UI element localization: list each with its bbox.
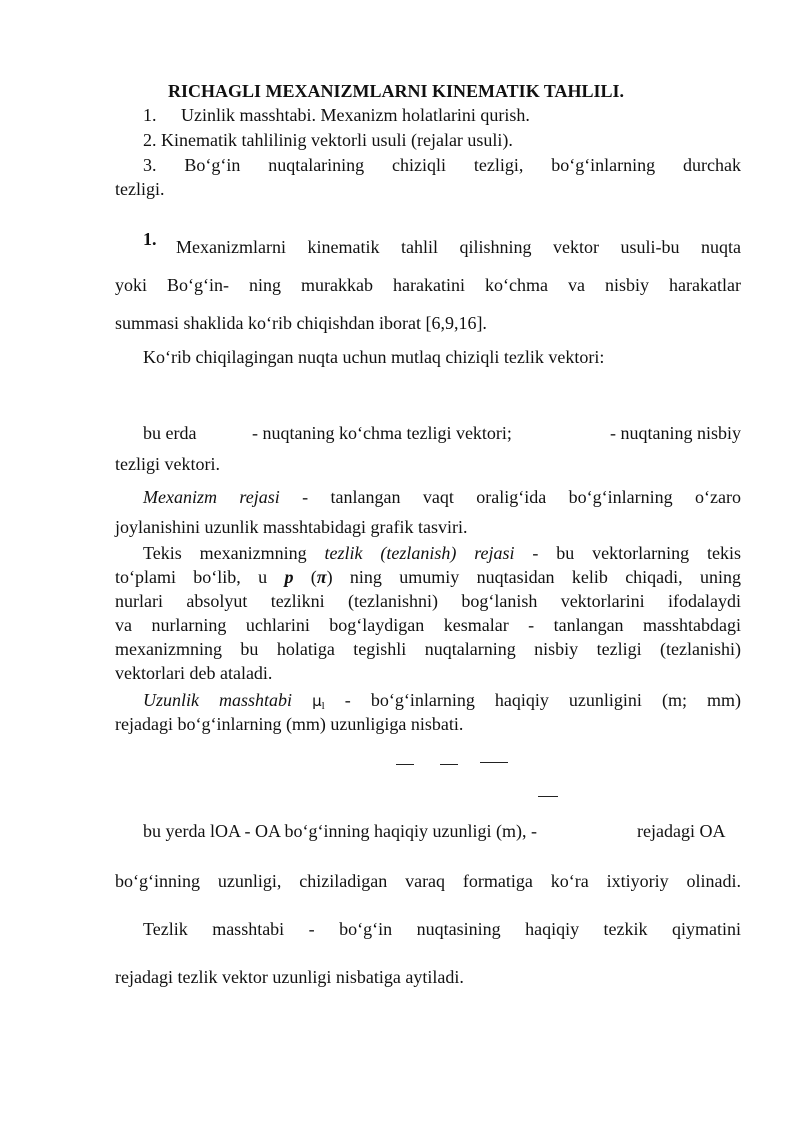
toc-item-1-number: 1. <box>143 105 157 125</box>
velocity-plan-line-2-b: ( <box>293 567 317 587</box>
plan-line-1-rest: - tanlangan vaqt oralig‘ida bo‘g‘inlarning o‘zaro <box>302 487 741 507</box>
toc-item-3-line-1: 3. Bo‘g‘in nuqtalarining chiziqli tezligi, bo‘g‘inlarning durchak <box>143 155 741 175</box>
pole-pi: π <box>316 567 327 587</box>
pole-p: p <box>284 567 294 587</box>
velocity-plan-line-2-a: to‘plami bo‘lib, u <box>115 567 285 587</box>
velocity-plan-line-3: nurlari absolyut tezlikni (tezlanishni) bog‘lanish vektorlarini ifodalaydi <box>115 591 741 611</box>
mu-subscript: l <box>321 700 325 712</box>
definitions-line-1-b: rejadagi OA <box>637 821 726 841</box>
definitions-line-1-a: bu yerda lOA - OA bo‘g‘inning haqiqiy uzunligi (m), - <box>143 821 537 841</box>
section1-line-2: yoki Bo‘g‘in- ning murakkab harakatini ko‘chma va nisbiy harakatlar <box>115 275 741 295</box>
toc-item-1: Uzinlik masshtabi. Mexanizm holatlarini qurish. <box>181 105 530 125</box>
velocity-plan-line-2-c: ) ning umumiy nuqtasidan kelib chiqadi, uning <box>326 567 741 587</box>
velocity-plan-term: tezlik (tezlanish) rejasi <box>324 543 515 563</box>
velocity-plan-line-1-pre: Tekis mexanizmning <box>143 543 325 563</box>
mu-symbol: μ <box>312 692 322 710</box>
velocity-plan-line-1 <box>143 542 741 564</box>
length-scale-line-2: rejadagi bo‘g‘inlarning (mm) uzunligiga nisbati. <box>115 714 464 734</box>
vectors-line-2: tezligi vektori. <box>115 454 220 474</box>
toc-item-2: 2. Kinematik tahlilinig vektorli usuli (rejalar usuli). <box>143 130 513 150</box>
velocity-plan-line-6: vektorlari deb ataladi. <box>115 663 273 683</box>
length-scale-term: Uzunlik masshtabi <box>143 690 293 710</box>
page-title: RICHAGLI MEXANIZMLARNI KINEMATIK TAHLILI. <box>168 81 625 101</box>
speed-scale-line-1: Tezlik masshtabi - bo‘g‘in nuqtasining haqiqiy tezkik qiymatini <box>143 919 741 939</box>
plan-term: Mexanizm rejasi <box>143 487 280 507</box>
length-scale-line-1-rest: - bo‘g‘inlarning haqiqiy uzunligini (m; mm) <box>344 690 742 710</box>
velocity-plan-line-4: va nurlarning uchlarini bog‘laydigan kesmalar - tanlangan masshtabdagi <box>115 615 741 635</box>
vectors-kochma: - nuqtaning ko‘chma tezligi vektori; <box>252 423 512 443</box>
formula-fraction-bar <box>480 762 508 763</box>
plan-line-2: joylanishini uzunlik masshtabidagi grafik tasviri. <box>115 517 468 537</box>
toc-item-3-line-2: tezligi. <box>115 179 165 199</box>
section1-line-4: Ko‘rib chiqilagingan nuqta uchun mutlaq chiziqli tezlik vektori: <box>143 347 605 367</box>
vectors-nisbiy: - nuqtaning nisbiy <box>610 423 741 443</box>
velocity-plan-line-2 <box>115 566 741 588</box>
definitions-line-2: bo‘g‘inning uzunligi, chiziladigan varaq formatiga ko‘ra ixtiyoriy olinadi. <box>115 871 741 891</box>
vectors-bu-erda: bu erda <box>143 423 197 443</box>
formula-fraction-bar <box>538 796 558 797</box>
section1-line-3: summasi shaklida ko‘rib chiqishdan iborat [6,9,16]. <box>115 313 487 333</box>
speed-scale-line-2: rejadagi tezlik vektor uzunligi nisbatiga aytiladi. <box>115 967 464 987</box>
formula-fraction-bar <box>396 764 414 765</box>
velocity-plan-line-1-post: - bu vektorlarning tekis <box>514 543 741 563</box>
section-number: 1. <box>143 229 157 249</box>
section1-line-1: Mexanizmlarni kinematik tahlil qilishning vektor usuli-bu nuqta <box>176 237 741 257</box>
velocity-plan-line-5: mexanizmning bu holatiga tegishli nuqtalarning nisbiy tezligi (tezlanishi) <box>115 639 741 659</box>
plan-line-1 <box>143 486 741 508</box>
formula-fraction-bar <box>440 764 458 765</box>
